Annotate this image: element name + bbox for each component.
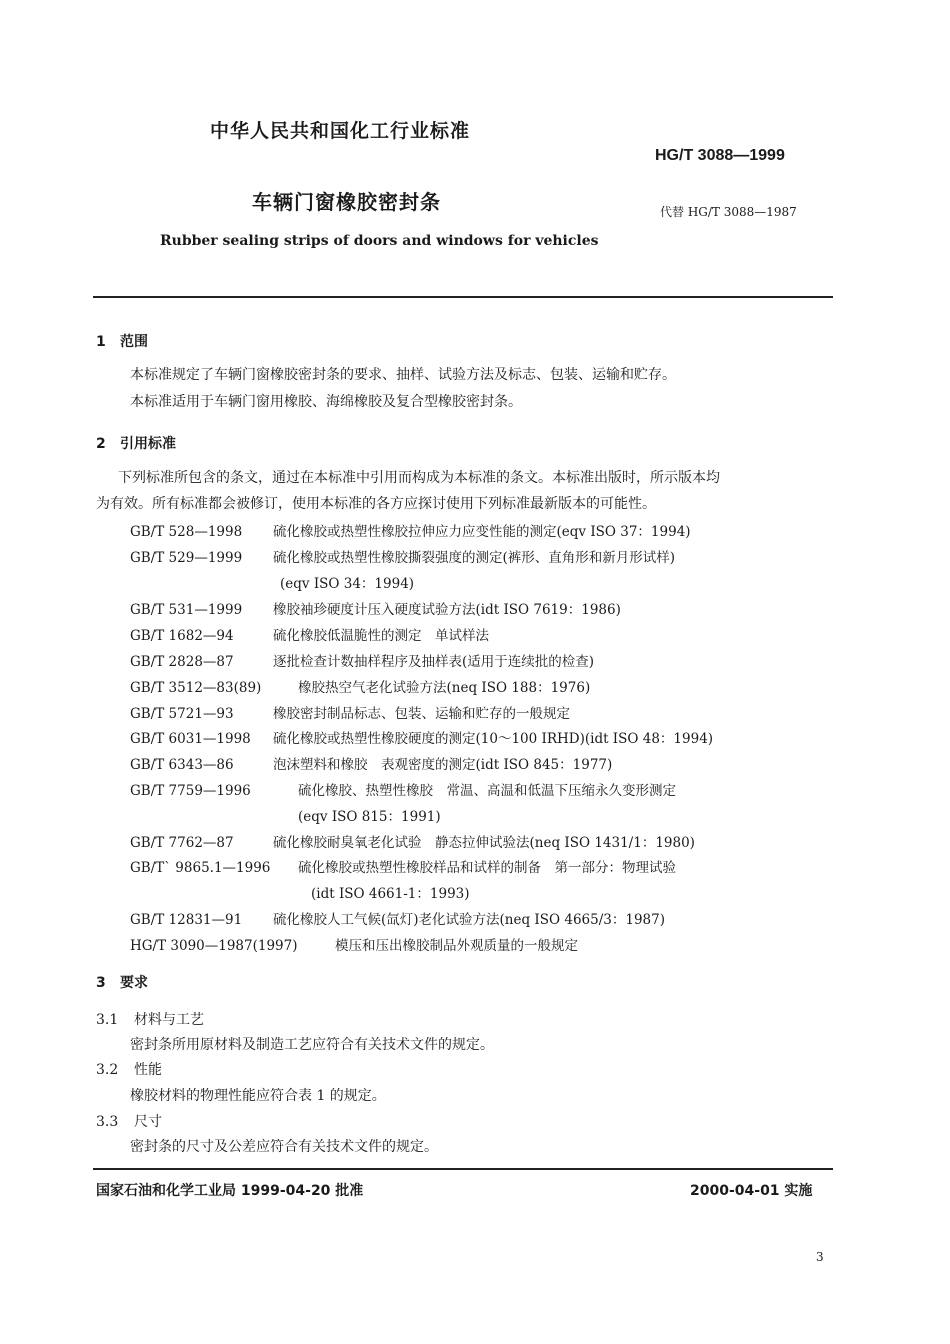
subsection-title: 材料与工艺 <box>134 1012 204 1028</box>
subsection-3-2-heading <box>96 1060 162 1080</box>
reference-item <box>130 546 675 566</box>
section-number: 3 <box>96 975 106 991</box>
approval-line: 国家石油和化学工业局 1999-04-20 批准 <box>96 1183 364 1199</box>
subsection-number: 3.2 <box>96 1062 119 1078</box>
reference-item <box>130 934 578 954</box>
reference-item <box>130 702 570 722</box>
scope-paragraph-2: 本标准适用于车辆门窗用橡胶、海绵橡胶及复合型橡胶密封条。 <box>130 394 522 410</box>
section-number: 1 <box>96 334 106 350</box>
section-number: 2 <box>96 436 106 452</box>
issuing-org-heading: 中华人民共和国化工行业标准 <box>210 120 471 142</box>
document-title: 车辆门窗橡胶密封条 <box>252 190 441 214</box>
reference-continuation: (eqv ISO 815：1991) <box>298 809 441 825</box>
section-3-heading <box>96 972 148 992</box>
section-title: 要求 <box>120 975 148 991</box>
section-title: 范围 <box>120 334 148 350</box>
refs-intro-line-2: 为有效。所有标准都会被修订，使用本标准的各方应探讨使用下列标准最新版本的可能性。 <box>96 496 656 512</box>
reference-title: 硫化橡胶或热塑性橡胶撕裂强度的测定(裤形、直角形和新月形试样) <box>273 550 676 566</box>
reference-code: GB/T 529—1999 <box>130 550 243 566</box>
reference-code: GB/T 6031—1998 <box>130 731 251 747</box>
reference-title: 橡胶袖珍硬度计压入硬度试验方法(idt ISO 7619：1986) <box>273 602 621 618</box>
reference-item <box>130 676 590 696</box>
implementation-date: 2000-04-01 实施 <box>690 1183 813 1199</box>
footer-divider <box>93 1168 833 1170</box>
reference-code: GB/T 6343—86 <box>130 757 234 773</box>
subsection-3-1-heading <box>96 1010 204 1030</box>
replaces-standard: 代替 HG/T 3088—1987 <box>660 205 797 219</box>
reference-item <box>130 520 691 540</box>
reference-continuation: (eqv ISO 34：1994) <box>280 576 415 592</box>
reference-code: GB/T 7762—87 <box>130 835 234 851</box>
reference-code: GB/T 528—1998 <box>130 524 243 540</box>
reference-code: GB/T 3512—83(89) <box>130 680 262 696</box>
subsection-3-3-heading <box>96 1112 162 1132</box>
standard-number: HG/T 3088—1999 <box>655 147 785 164</box>
reference-code: GB/T` 9865.1—1996 <box>130 860 271 876</box>
reference-code: GB/T 7759—1996 <box>130 783 251 799</box>
section-1-heading <box>96 331 148 351</box>
subsection-3-2-text: 橡胶材料的物理性能应符合表 1 的规定。 <box>130 1088 386 1104</box>
reference-title: 硫化橡胶或热塑性橡胶样品和试样的制备 第一部分：物理试验 <box>298 860 676 876</box>
reference-title: 泡沫塑料和橡胶 表观密度的测定(idt ISO 845：1977) <box>273 757 613 773</box>
reference-item <box>130 856 676 876</box>
reference-title: 模压和压出橡胶制品外观质量的一般规定 <box>335 938 578 954</box>
reference-code: GB/T 5721—93 <box>130 706 234 722</box>
reference-continuation: (idt ISO 4661-1：1993) <box>311 886 470 902</box>
scope-paragraph-1: 本标准规定了车辆门窗橡胶密封条的要求、抽样、试验方法及标志、包装、运输和贮存。 <box>130 367 676 383</box>
subsection-number: 3.3 <box>96 1114 119 1130</box>
reference-code: GB/T 531—1999 <box>130 602 243 618</box>
reference-title: 逐批检查计数抽样程序及抽样表(适用于连续批的检查) <box>273 654 595 670</box>
reference-item <box>130 753 612 773</box>
document-title-english: Rubber sealing strips of doors and windows for vehicles <box>160 233 599 249</box>
reference-item <box>130 908 665 928</box>
section-2-heading <box>96 433 176 453</box>
reference-title: 硫化橡胶低温脆性的测定 单试样法 <box>273 628 489 644</box>
page-number: 3 <box>816 1250 824 1264</box>
reference-code: GB/T 1682—94 <box>130 628 234 644</box>
reference-title: 硫化橡胶、热塑性橡胶 常温、高温和低温下压缩永久变形测定 <box>298 783 676 799</box>
reference-code: GB/T 12831—91 <box>130 912 243 928</box>
reference-title: 硫化橡胶或热塑性橡胶硬度的测定(10～100 IRHD)(idt ISO 48：1994) <box>273 731 714 747</box>
reference-code: HG/T 3090—1987(1997) <box>130 938 298 954</box>
subsection-title: 性能 <box>134 1062 162 1078</box>
reference-item <box>130 650 594 670</box>
header-divider <box>93 296 833 298</box>
reference-title: 橡胶热空气老化试验方法(neq ISO 188：1976) <box>298 680 591 696</box>
reference-title: 橡胶密封制品标志、包装、运输和贮存的一般规定 <box>273 706 570 722</box>
reference-title: 硫化橡胶耐臭氧老化试验 静态拉伸试验法(neq ISO 1431/1：1980) <box>273 835 695 851</box>
reference-code: GB/T 2828—87 <box>130 654 234 670</box>
subsection-number: 3.1 <box>96 1012 119 1028</box>
subsection-3-3-text: 密封条的尺寸及公差应符合有关技术文件的规定。 <box>130 1139 438 1155</box>
reference-title: 硫化橡胶或热塑性橡胶拉伸应力应变性能的测定(eqv ISO 37：1994) <box>273 524 691 540</box>
reference-item <box>130 779 676 799</box>
reference-title: 硫化橡胶人工气候(氙灯)老化试验方法(neq ISO 4665/3：1987) <box>273 912 665 928</box>
refs-intro-line-1: 下列标准所包含的条文，通过在本标准中引用而构成为本标准的条文。本标准出版时，所示版本均 <box>118 470 720 486</box>
subsection-title: 尺寸 <box>134 1114 162 1130</box>
section-title: 引用标准 <box>120 436 176 452</box>
reference-item <box>130 831 695 851</box>
reference-item <box>130 727 713 747</box>
reference-item <box>130 598 621 618</box>
reference-item <box>130 624 489 644</box>
subsection-3-1-text: 密封条所用原材料及制造工艺应符合有关技术文件的规定。 <box>130 1037 494 1053</box>
